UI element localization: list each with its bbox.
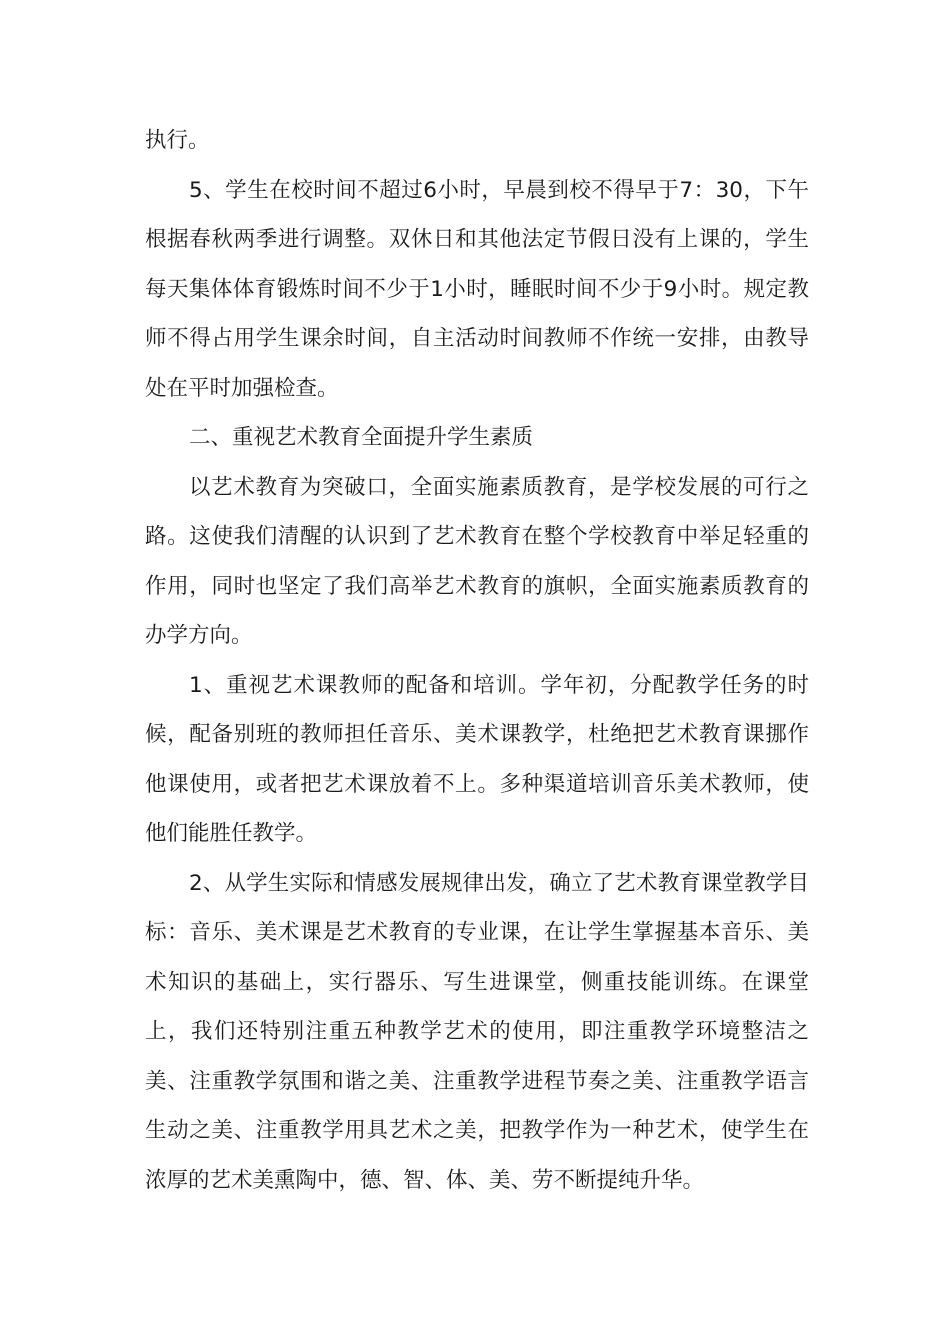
paragraph-item-5: 5、学生在校时间不超过6小时，早晨到校不得早于7：30，下午根据春秋两季进行调整。双休日和其他法定节假日没有上课的，学生每天集体体育锻炼时间不少于1小时，睡眠时间不少于9小时。规定教师不得占用学生课余时间，自主活动时间教师不作统一安排，由教导处在平时加强检查。: [145, 177, 809, 401]
paragraph-item-1: 1、重视艺术课教师的配备和培训。学年初，分配教学任务的时候，配备别班的教师担任音乐、美术课教学，杜绝把艺术教育课挪作他课使用，或者把艺术课放着不上。多种渠道培训音乐美术教师，使他们能胜任教学。: [145, 672, 809, 846]
paragraph-item-2: 2、从学生实际和情感发展规律出发，确立了艺术教育课堂教学目标：音乐、美术课是艺术教育的专业课，在让学生掌握基本音乐、美术知识的基础上，实行器乐、写生进课堂，侧重技能训练。在课堂上，我们还特别注重五种教学艺术的使用，即注重教学环境整洁之美、注重教学氛围和谐之美、注重教学进程节奏之美、注重教学语言生动之美、注重教学用具艺术之美，把教学作为一种艺术，使学生在浓厚的艺术美熏陶中，德、智、体、美、劳不断提纯升华。: [145, 870, 809, 1193]
section-heading: 二、重视艺术教育全面提升学生素质: [189, 425, 534, 450]
paragraph-continuation: 执行。: [145, 128, 210, 153]
document-body: [145, 116, 809, 1205]
paragraph-intro: 以艺术教育为突破口，全面实施素质教育，是学校发展的可行之路。这使我们清醒的认识到了艺术教育在整个学校教育中举足轻重的作用，同时也坚定了我们高举艺术教育的旗帜，全面实施素质教育的办学方向。: [145, 474, 809, 648]
